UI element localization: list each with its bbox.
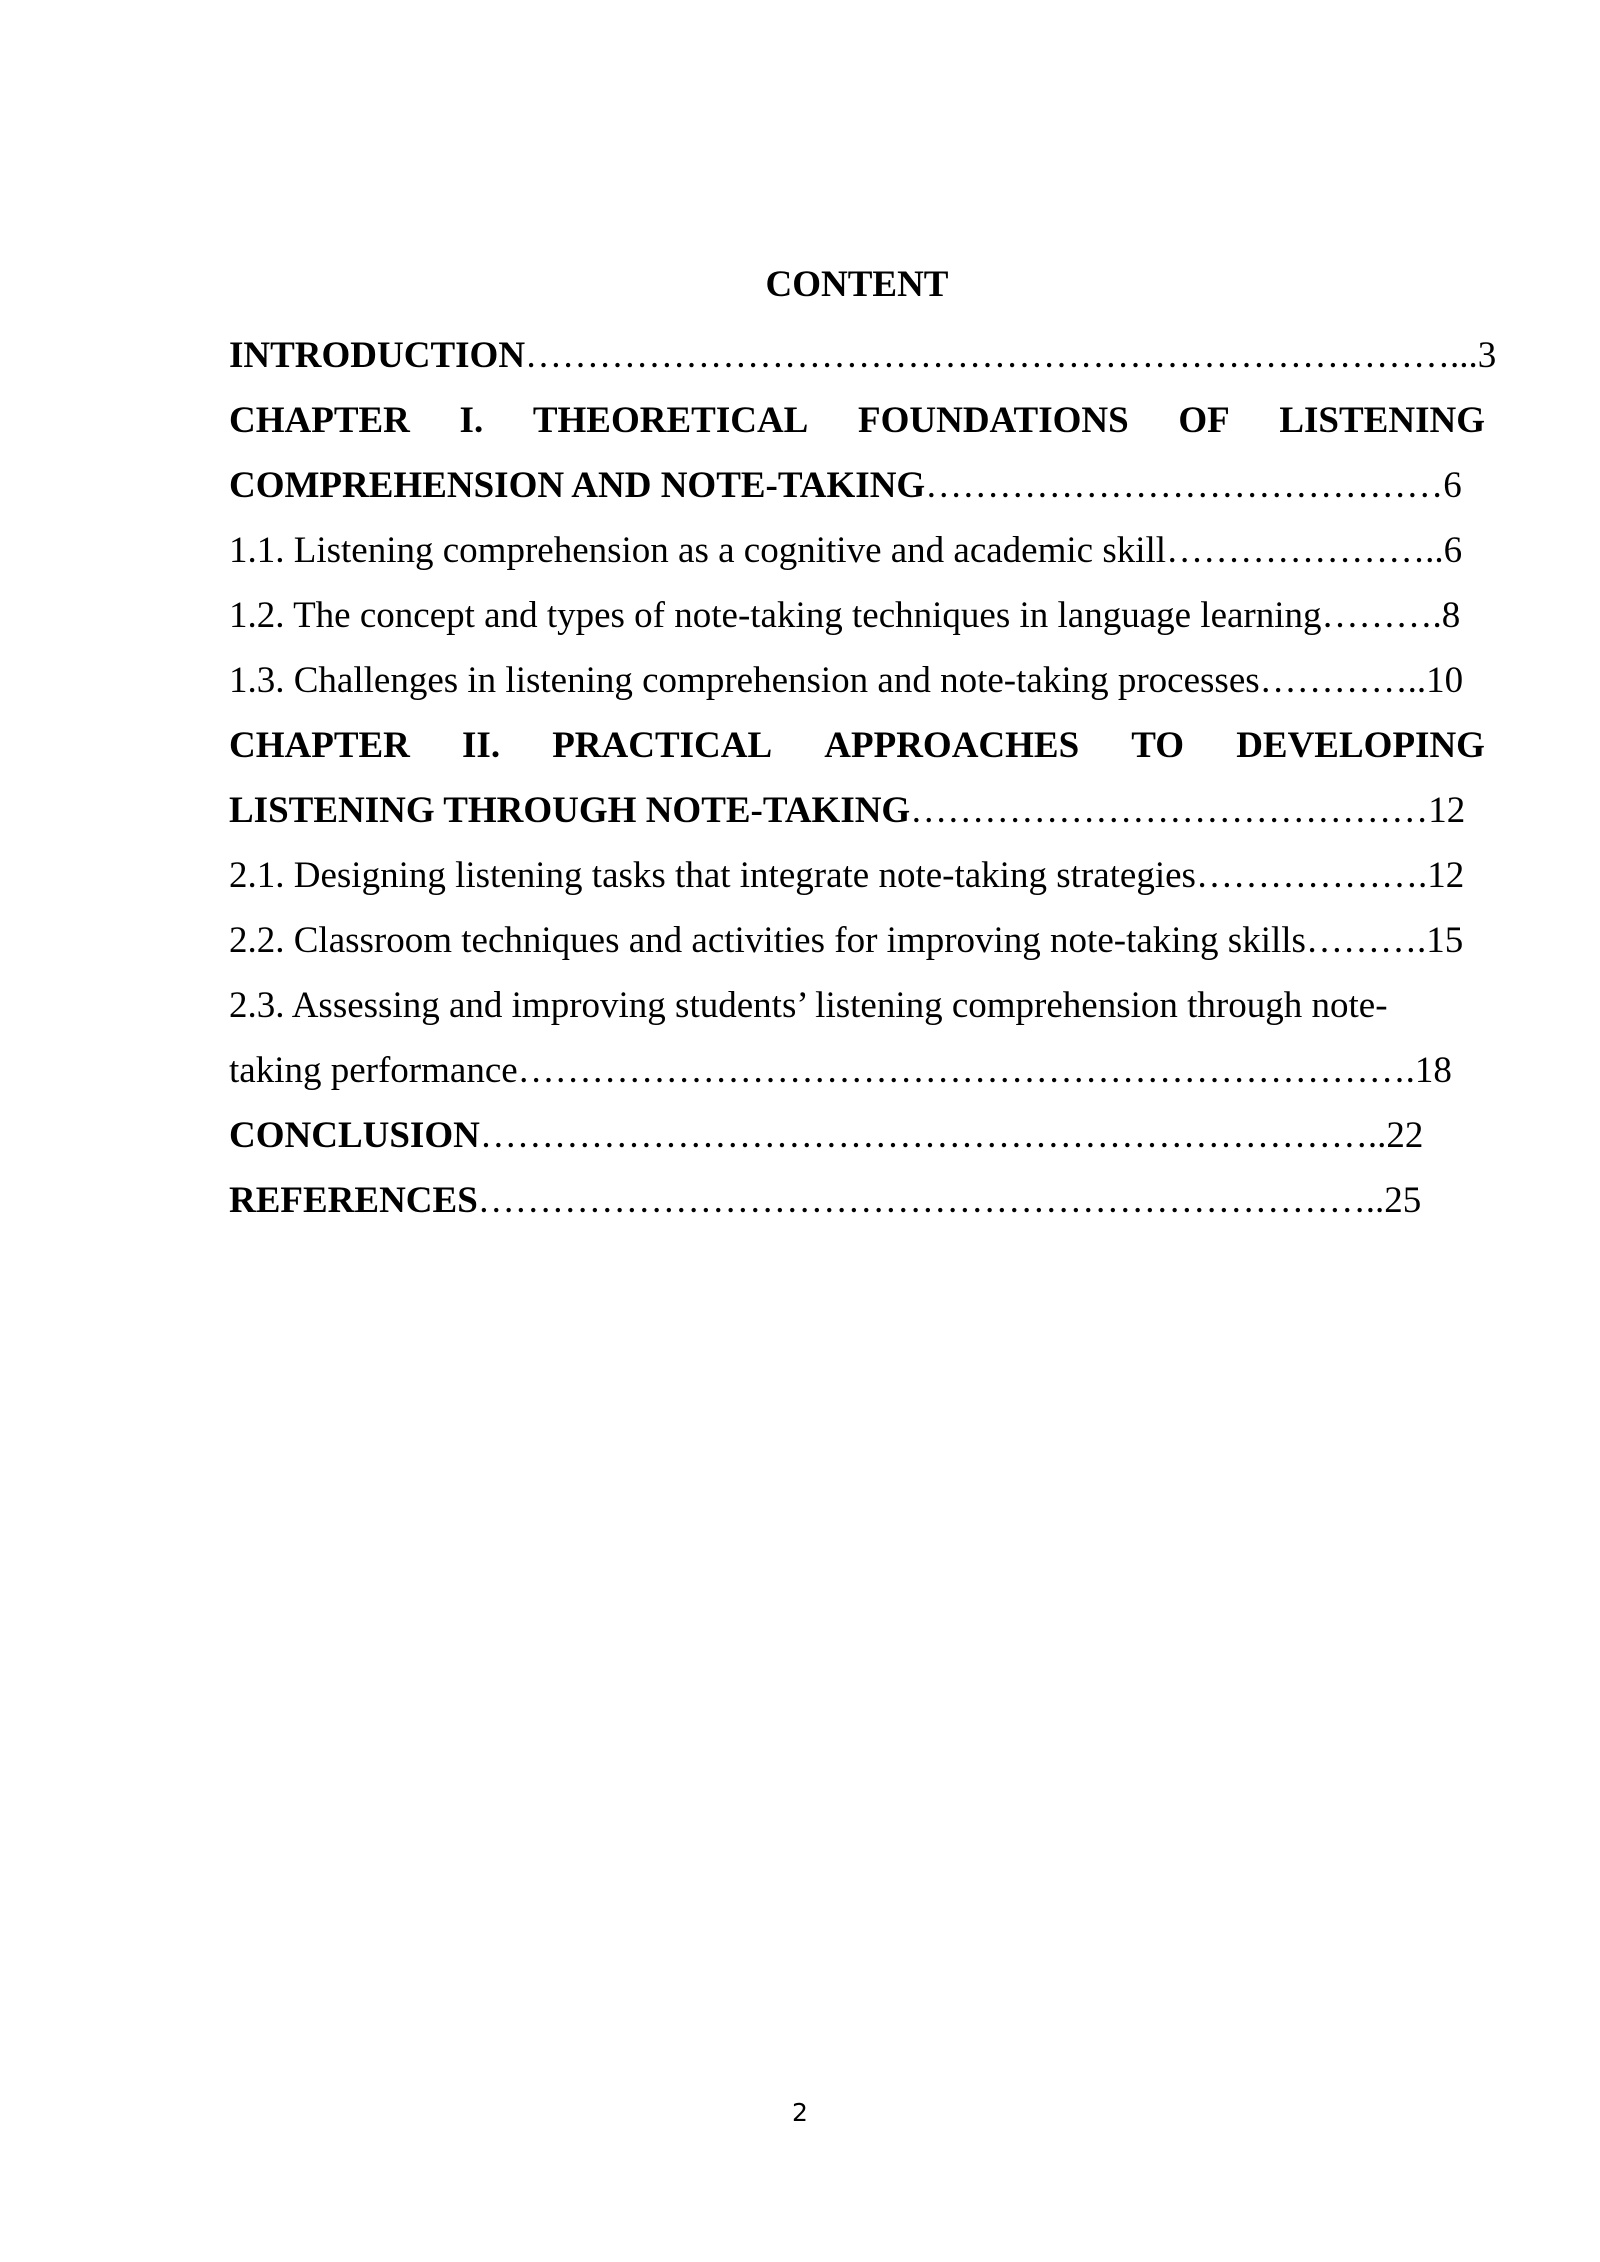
- toc-entry-label: COMPREHENSION AND NOTE-TAKING: [229, 465, 926, 506]
- toc-title: CONTENT: [765, 264, 949, 305]
- toc-entry-label: 2.2. Classroom techniques and activities for improving note-taking skills: [229, 920, 1306, 961]
- toc-leader: ……………………………………………………………….: [517, 1050, 1415, 1091]
- toc-entry-1-1: [229, 518, 1485, 583]
- toc-leader: ………………………………………………………………..: [479, 1115, 1387, 1156]
- toc-entry-label: taking performance: [229, 1050, 518, 1091]
- toc-entry-2-2: [229, 908, 1485, 973]
- toc-word: OF: [1178, 400, 1230, 441]
- toc-leader: ……………….: [1195, 855, 1428, 896]
- toc-entry-chapter-1-line-1: [229, 388, 1485, 453]
- toc-word: II.: [462, 725, 501, 766]
- toc-entry-chapter-2-line-2: [229, 778, 1485, 843]
- page-number: 2: [792, 2098, 808, 2127]
- toc-page-number: 12: [1428, 790, 1466, 831]
- toc-leader: ……………………………………: [910, 790, 1429, 831]
- toc-word: CHAPTER: [229, 400, 410, 441]
- toc-entry-label: 1.1. Listening comprehension as a cognitive and academic skill: [229, 530, 1167, 571]
- toc-word: LISTENING: [1279, 400, 1485, 441]
- toc-leader: ……….: [1305, 920, 1427, 961]
- toc-page-number: 25: [1384, 1180, 1422, 1221]
- toc-entry-2-1: [229, 843, 1485, 908]
- toc-leader: …………………..: [1166, 530, 1444, 571]
- toc-page-number: 12: [1427, 855, 1465, 896]
- toc-word: CHAPTER: [229, 725, 410, 766]
- toc-page-number: 6: [1443, 530, 1463, 571]
- toc-word: TO: [1131, 725, 1185, 766]
- toc-leader: ……………………………………: [925, 465, 1444, 506]
- toc-entry-1-3: [229, 648, 1485, 713]
- toc-entry-label: 1.2. The concept and types of note-taking techniques in language learning: [229, 595, 1322, 636]
- toc-word: I.: [459, 400, 484, 441]
- table-of-contents: [229, 258, 1497, 1233]
- toc-page-number: 18: [1414, 1050, 1452, 1091]
- toc-entry-label: LISTENING THROUGH NOTE-TAKING: [229, 790, 911, 831]
- toc-word: DEVELOPING: [1236, 725, 1485, 766]
- toc-entry-chapter-2-line-1: [229, 713, 1485, 778]
- toc-word: FOUNDATIONS: [858, 400, 1129, 441]
- toc-entry-label: 2.3. Assessing and improving students’ listening comprehension through note-: [229, 985, 1388, 1026]
- toc-page-number: 22: [1386, 1115, 1424, 1156]
- toc-entry-chapter-1-line-2: [229, 453, 1485, 518]
- toc-page-number: 10: [1426, 660, 1464, 701]
- toc-leader: ……….: [1321, 595, 1442, 636]
- toc-entry-label: 1.3. Challenges in listening comprehension and note-taking processes: [229, 660, 1260, 701]
- toc-word: PRACTICAL: [552, 725, 773, 766]
- toc-entry-label: REFERENCES: [229, 1180, 478, 1221]
- toc-entry-label: CONCLUSION: [229, 1115, 480, 1156]
- toc-page-number: 6: [1443, 465, 1462, 506]
- toc-word: THEORETICAL: [532, 400, 809, 441]
- toc-entry-references: [229, 1168, 1485, 1233]
- toc-leader: …………………………………………………………………...: [525, 335, 1478, 376]
- toc-page-number: 3: [1477, 335, 1497, 376]
- toc-leader: …………..: [1259, 660, 1427, 701]
- toc-entry-2-3-line-1: [229, 973, 1485, 1038]
- toc-leader: ………………………………………………………………..: [477, 1180, 1385, 1221]
- toc-entry-introduction: [229, 323, 1497, 388]
- toc-entry-conclusion: [229, 1103, 1485, 1168]
- toc-entry-label: 2.1. Designing listening tasks that integrate note-taking strategies: [229, 855, 1196, 896]
- toc-entry-2-3-line-2: [229, 1038, 1485, 1103]
- toc-word: APPROACHES: [824, 725, 1080, 766]
- toc-page-number: 15: [1426, 920, 1464, 961]
- toc-entry-1-2: [229, 583, 1485, 648]
- toc-entry-label: INTRODUCTION: [229, 335, 526, 376]
- toc-page-number: 8: [1441, 595, 1461, 636]
